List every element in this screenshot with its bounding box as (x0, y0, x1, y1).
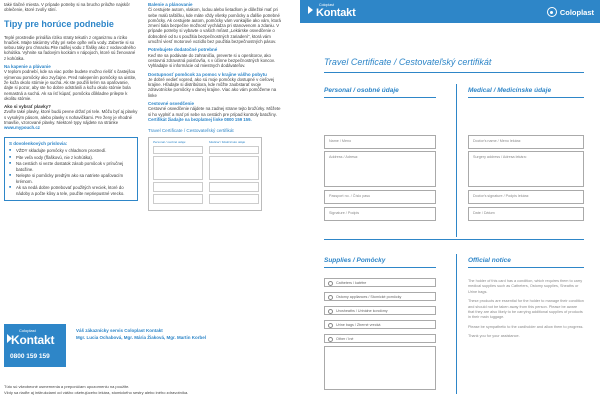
name-label: Name / Meno (329, 139, 352, 143)
mini-certificate-preview (148, 137, 262, 211)
supply-option-urine-bags[interactable] (324, 320, 436, 329)
certificate-header (300, 0, 600, 23)
name-field[interactable] (324, 135, 436, 149)
mini-personal-heading: Personal / osobné údaje (153, 139, 186, 144)
customer-service-staff: Mgr. Lucia Ochabová, Mgr. Mária Žiaková, Mgr. Martin Korbel (76, 334, 207, 340)
pool-heading: Na kapenie a plávanie (4, 64, 51, 70)
supply-option-other[interactable] (324, 334, 436, 343)
list-item: ■ Na cestách si vezte dostatok zásob pomôcok v príručnej batožine. (9, 161, 133, 172)
mypouch-link[interactable]: www.mypouch.cz (4, 125, 40, 131)
hotline-phone: 0800 159 159 (10, 353, 50, 360)
medical-heading-rule (468, 97, 584, 98)
passport-label: Passport no. / Číslo pasu (329, 194, 371, 198)
mini-field (209, 146, 259, 154)
mini-field (209, 194, 259, 204)
mini-medical-heading: Medical / Medicínske údaje (209, 139, 246, 144)
notice-heading-rule (468, 267, 584, 268)
certificate-text (148, 106, 284, 122)
travel-certificate-page (300, 0, 600, 417)
swimwear-heading: Ako si vybrať plavky? (4, 104, 51, 110)
date-field[interactable] (468, 207, 584, 221)
section-divider (324, 239, 584, 240)
certificate-hotline-link[interactable]: Certifikát žiadajte na bezplatnej linke 0800 159 159. (148, 116, 252, 122)
header-brand-large: Kontakt (316, 7, 356, 19)
packing-heading: Balenie a plánovanie (148, 2, 193, 7)
signature-label: Signature / Podpis (329, 211, 360, 215)
customer-service-info (76, 328, 206, 341)
mini-field (209, 182, 259, 192)
supply-label: Catheters / katétre (336, 281, 367, 285)
address-field[interactable] (324, 151, 436, 187)
coloplast-kontakt-logo (4, 324, 66, 367)
swimwear-body: Zvoľte také plavky, ktoré budú pevne držať pri tele. Môžu byť aj plavky s vysokým pásom, alebo plavky s nohavičkami. Pre ženy je vhodné tmavšie, vzorované plavky. Niektoré typy nájdete na stránke (4, 109, 138, 126)
supplies-heading-rule (324, 267, 436, 268)
swimwear-text (4, 109, 138, 130)
certificate-heading: Cestovné osvedčenie (148, 101, 195, 107)
radio-icon[interactable] (328, 281, 333, 286)
pool-text: V teplom podnebí, kde sa viac potíte budete možno riešiť s častejšou výmenou pomôcky ako zvyčajne. Pred nalepením pomôcky sa uistite, že koža okolo stómie je suchá. Ak ste použili krém na opaľovanie, dajte si pozor, aby ste ho dobre odstránili a kožu okolo stómie bola nemastná a suchá. Ak sa ísť kúpať, pomôcku dôkladne prilepte k okolitu stómie. (4, 69, 137, 101)
radio-icon[interactable] (328, 295, 333, 300)
personal-heading: Personal / osobné údaje (324, 87, 399, 94)
middle-column (148, 2, 284, 211)
supply-label: Other / Iné (336, 337, 354, 341)
holiday-tips-box (4, 137, 138, 202)
notice-paragraph: The holder of this card has a condition, which requires them to carry medical supplies such as Catheters, Ostomy supplies, Sheaths or Urine bags. (468, 279, 583, 294)
tips-text: Teplé prostredie prinášia riziko straty tekutín z organizmu a riziko hnačiek. Majte takúmtry vždy pri sebe opľte veľa vody. Zabertie si so sebou taky pro chnacku.Pite radšej vodu z fľašky ako z vodovodného kohútika. Vyhnite sa ľadovým kockám v nápojoch, ktoré sú ženované z kohútika. (4, 34, 136, 61)
medical-heading: Medical / Medicínske údaje (468, 87, 552, 94)
footnote (4, 384, 294, 395)
left-column (4, 2, 138, 201)
mini-field (153, 146, 203, 154)
personal-heading-rule (324, 97, 436, 98)
doctor-signature-label: Doctor's signature / Podpis lekára: (473, 194, 530, 198)
list-item: ■ Pite veľa vody (fľaškovú, nie z kohútika). (9, 155, 133, 160)
certificate-body: Cestovné osvedčenie nájdete na zadnej strane tejto brožúrky. Môžete si ho vyplniť a mať pri sebe na cestách pre prípad kontroly batožiny. (148, 106, 281, 117)
supply-option-ostomy[interactable] (324, 292, 436, 301)
radio-icon[interactable] (328, 309, 333, 314)
mini-certificate-title: Travel Certificate / Cestovateľský certifikát (148, 128, 234, 134)
abroad-heading: Dostupnosť pomôcok za pomoc v krajine vášho pobytu (148, 71, 267, 77)
supply-option-catheters[interactable] (324, 278, 436, 287)
column-divider (456, 254, 457, 394)
notice-paragraph: Thank you for your assistance. (468, 334, 520, 339)
mini-field (209, 156, 259, 180)
holiday-tips-heading: S dovolenkových príslovia: (9, 140, 68, 146)
abroad-text: Je dobré vedieť vopred, ako sú moje pomôcky dostupné v cieľovej krajine. Hľadajte si distribútora, kde môžte zaobstarať svoje zdravotnícke pomôcky v danej krajine. Viac ako vám pomôžeme na linke (148, 76, 277, 98)
supply-label: Urine bags / Zberné vrecká (336, 323, 381, 327)
doctor-name-label: Doctor's name / Meno lekára: (473, 139, 522, 143)
certificate-title: Travel Certificate / Cestovateľský certifikát (324, 57, 492, 67)
other-supplies-textarea[interactable] (324, 346, 436, 390)
supplies-extra-text: Keď ste sa podávate do zahraničia, preverte si u operátorov, ako cestovná zdravotná poisťovňa, s v účinne bezpečnostných koncov. Vyhladajte si informácie od miestnych dodávateľov. (148, 52, 275, 69)
supply-option-urosheaths[interactable] (324, 306, 436, 315)
official-notice-heading: Official notice (468, 257, 511, 264)
intro-text: takė tlačné miesta. V prípade potreby si na brucho priložte najskôr oblečenie, ktoré zvolíy stiní. (4, 2, 130, 13)
list-item: ■ Ak sa nedá dobre potrebovať použitých vreciek, ktoré do nádoby a počte kôsy a tele, použite nepriepustné vrecko. (9, 185, 133, 196)
radio-icon[interactable] (328, 323, 333, 328)
supply-label: Ostomy appliances / Stomické pomôcky (336, 295, 402, 299)
supplies-extra-heading: Potrebujete dodatočné potrebné (148, 47, 218, 53)
supplies-heading: Supplies / Pomôcky (324, 257, 386, 264)
coloplast-logo (547, 6, 594, 18)
mini-field (153, 182, 203, 192)
customer-service-title: Váš zákaznícky servis Coloplast Kontakt (76, 328, 163, 333)
logo-brand-small: Coloplast (19, 328, 36, 333)
title-divider (324, 72, 584, 73)
list-item: ■ Nelepte si pomôcky predtým ako sa natriete opaľovacím krémom. (9, 173, 133, 184)
address-label: Address / Adresa: (329, 155, 359, 159)
footnote-line-1: Túto sú všeobecné usmernenia a preporúčam upozorneniu na použite. (4, 384, 130, 389)
logo-brand-large: Kontakt (11, 333, 55, 347)
doctor-signature-field[interactable] (468, 190, 584, 204)
column-divider (456, 84, 457, 237)
mini-field (153, 156, 203, 180)
coloplast-wordmark: Coloplast (559, 7, 594, 17)
footnote-line-2: Vždy sa riaďte aj inštrukciami od vášho ošetrujúceho lekára, stomického sestry alebo iného zdravotníka. (4, 389, 189, 395)
header-brand-small: Coloplast (319, 3, 334, 7)
notice-paragraph: Please be sympathetic to the cardholder and allow them to progress. (468, 324, 584, 329)
coloplast-logo-icon (547, 7, 557, 17)
surgery-address-label: Surgery address / Adresa lekára: (473, 155, 527, 159)
holiday-tips-list (9, 148, 133, 196)
surgery-address-field[interactable] (468, 151, 584, 187)
supply-label: Urosheaths / Urinálne kondómy (336, 309, 388, 313)
tips-heading: Tipy pre horúce podnebie (4, 18, 114, 29)
packing-text: Či cestujete autom, vlakom, lodou alebo lietadlom je dôležité mať pri sebe malú taštičku, kde máte vždy všetky pomôcky a ďalšie potrebné pomôcky. Ak cestujete autom, pomôcky vám vonkajšie ako vám, ktorá zmení tiala bezpečne možnosť vychádza pri stanovenom a zdaniu. V prípade potreby si vybavte o vašich mŕiast „Lekárske osvedčenie o dobsobné od tu s použitia bezpečnostných zariadení“, ktorá vám umožní viesť motorové vozidlo bez použitia bezpečnostných pásov. (148, 7, 281, 45)
date-label: Date / Dátum (473, 211, 495, 215)
notice-paragraph: These products are essential for the holder to manage their condition and should not be taken away from this person. Please be aware that they are also likely to be carrying additional supplies of products in their main luggage. (468, 299, 584, 320)
mini-field (153, 194, 203, 204)
radio-icon[interactable] (328, 337, 333, 342)
official-notice-text (468, 279, 584, 344)
kontakt-mark-icon (308, 6, 313, 14)
passport-field[interactable] (324, 190, 436, 204)
signature-field[interactable] (324, 207, 436, 221)
list-item: ■ VŽDY skladujte pomôcky v chladnom prostredí. (9, 148, 133, 153)
doctor-name-field[interactable] (468, 135, 584, 149)
